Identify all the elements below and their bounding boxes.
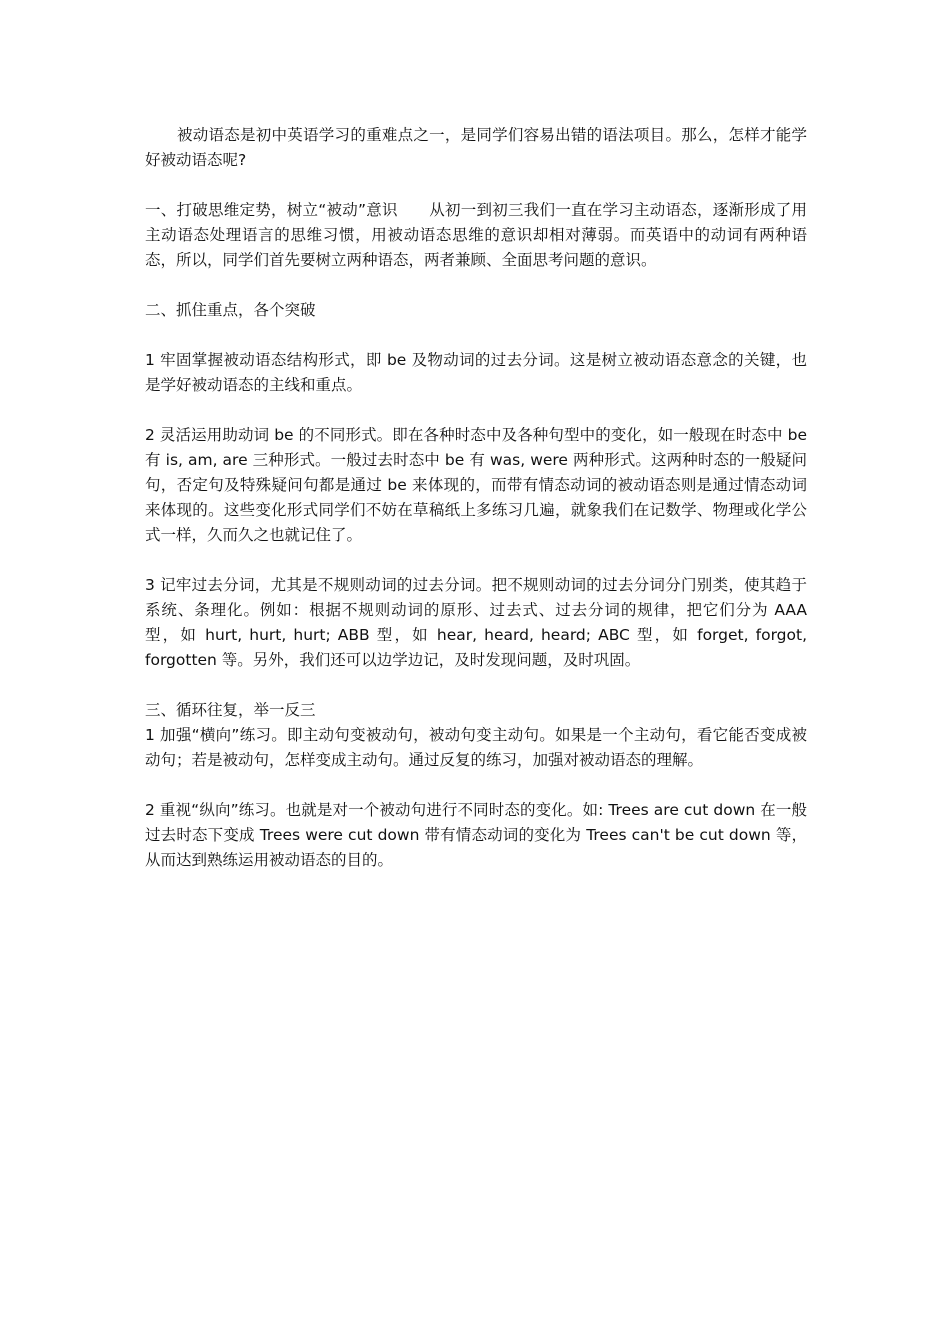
section-one-paragraph: 一、打破思维定势，树立“被动”意识 从初一到初三我们一直在学习主动语态，逐渐形成了用主动语态处理语言的思维习惯，用被动语态思维的意识却相对薄弱。而英语中的动词有两种语态，所以，同学们首先要树立两种语态，两者兼顾、全面思考问题的意识。 <box>145 201 807 269</box>
intro-paragraph: 被动语态是初中英语学习的重难点之一，是同学们容易出错的语法项目。那么，怎样才能学好被动语态呢? <box>145 126 807 169</box>
point-2-2-paragraph: 2 灵活运用助动词 be 的不同形式。即在各种时态中及各种句型中的变化，如一般现在时态中 be 有 is, am, are 三种形式。一般过去时态中 be 有 was, were 两种形式。这两种时态的一般疑问句，否定句及特殊疑问句都是通过 be 来体现的，而带有情态动词的被动语态则是通过情态动词来体现的。这些变化形式同学们不妨在草稿纸上多练习几遍，就象我们在记数学、物理或化学公式一样，久而久之也就记住了。 <box>145 426 807 544</box>
document-body <box>145 123 807 873</box>
point-3-1-paragraph: 1 加强“横向”练习。即主动句变被动句，被动句变主动句。如果是一个主动句，看它能否变成被动句；若是被动句，怎样变成主动句。通过反复的练习，加强对被动语态的理解。 <box>145 726 807 769</box>
section-two-heading: 二、抓住重点，各个突破 <box>145 301 316 319</box>
point-3-2-paragraph: 2 重视“纵向”练习。也就是对一个被动句进行不同时态的变化。如: Trees are cut down 在一般过去时态下变成 Trees were cut down 带有情态动词的变化为 Trees can't be cut down 等，从而达到熟练运用被动语态的目的。 <box>145 801 807 869</box>
point-2-1-paragraph: 1 牢固掌握被动语态结构形式，即 be 及物动词的过去分词。这是树立被动语态意念的关键，也是学好被动语态的主线和重点。 <box>145 351 807 394</box>
point-2-3-paragraph: 3 记牢过去分词，尤其是不规则动词的过去分词。把不规则动词的过去分词分门别类，使其趋于系统、条理化。例如：根据不规则动词的原形、过去式、过去分词的规律，把它们分为 AAA 型，如 hurt, hurt, hurt; ABB 型，如 hear, heard, heard; ABC 型，如 forget, forgot, forgotten 等。另外，我们还可以边学边记，及时发现问题，及时巩固。 <box>145 576 807 669</box>
section-three-heading: 三、循环往复，举一反三 <box>145 701 316 719</box>
